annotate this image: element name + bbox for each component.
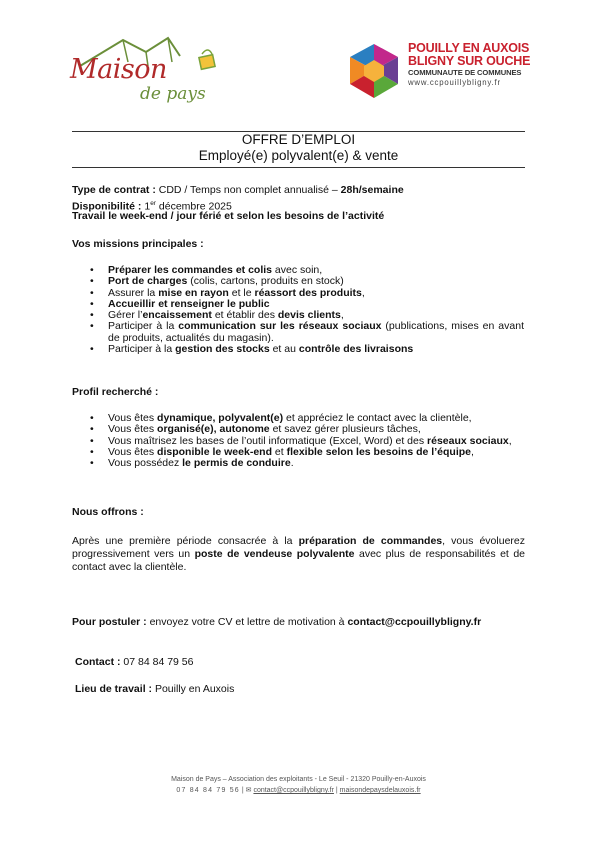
list-item: • Vous possédez le permis de conduire. — [90, 458, 524, 469]
apply-email-link[interactable]: contact@ccpouillybligny.fr — [347, 616, 482, 628]
title-bottom-rule — [72, 167, 525, 168]
ccpb-website: www.ccpouillybligny.fr — [408, 78, 501, 87]
profile-list — [90, 413, 524, 469]
ccpb-logo — [344, 42, 534, 102]
availability-day: 1 — [141, 200, 151, 213]
page-title: OFFRE D’EMPLOI — [241, 132, 356, 147]
contract-type-label: Type de contrat : — [72, 184, 156, 196]
workplace-line — [75, 683, 234, 696]
list-item: • Participer à la communication sur les réseaux sociaux (publications, mises en avant de produits, actualités du magasin). — [90, 321, 524, 344]
ccpb-logo-text — [408, 42, 538, 88]
availability-date: décembre 2025 — [155, 200, 232, 213]
footer-phone: 07 84 84 79 56 — [176, 787, 240, 794]
logo-word-maison: Maison — [70, 54, 167, 85]
maison-de-pays-logo — [68, 32, 228, 112]
missions-heading: Vos missions principales : — [72, 238, 204, 250]
hexagon-cube-icon — [344, 42, 404, 100]
ccpb-line3: COMMUNAUTE DE COMMUNES — [408, 68, 522, 77]
contact-line — [75, 656, 193, 669]
footer-contact-line: 07 84 84 79 56 | ✉ contact@ccpouillybligny.fr | maisondepaysdelauxois.fr — [176, 787, 421, 794]
apply-label: Pour postuler : — [72, 616, 147, 628]
mail-icon: ✉ — [245, 787, 252, 794]
list-item: • Vous êtes dynamique, polyvalent(e) et appréciez le contact avec la clientèle, — [90, 413, 524, 424]
offer-heading: Nous offrons : — [72, 506, 144, 518]
contract-hours: 28h/semaine — [340, 184, 404, 196]
list-item: • Vous êtes organisé(e), autonome et savez gérer plusieurs tâches, — [90, 424, 524, 435]
page-subtitle: Employé(e) polyvalent(e) & vente — [198, 148, 399, 163]
contract-type — [72, 184, 527, 197]
apply-text: envoyez votre CV et lettre de motivation à — [146, 616, 348, 628]
footer-email-link[interactable]: contact@ccpouillybligny.fr — [253, 787, 334, 794]
ccpb-line2: BLIGNY SUR OUCHE — [408, 54, 531, 68]
list-item: • Vous maîtrisez les bases de l’outil informatique (Excel, Word) et des réseaux sociaux, — [90, 436, 524, 447]
offer-paragraph: Après une première période consacrée à la préparation de commandes, vous évoluerez progressivement vers un poste de vendeuse polyvalente avec plus de responsabilités et de contact avec la clientèle. — [72, 535, 526, 573]
list-item: • Assurer la mise en rayon et le réassort des produits, — [90, 288, 524, 299]
availability-sup: er — [150, 200, 156, 207]
profile-heading: Profil recherché : — [72, 386, 159, 398]
list-item: • Participer à la gestion des stocks et au contrôle des livraisons — [90, 344, 524, 355]
list-item: • Gérer l’encaissement et établir des devis clients, — [90, 310, 524, 321]
weekend-note: Travail le week-end / jour férié et selon les besoins de l’activité — [72, 210, 385, 222]
availability-label: Disponibilité : — [72, 200, 142, 213]
list-item: • Port de charges (colis, cartons, produits en stock) — [90, 276, 524, 287]
footer-address: Maison de Pays – Association des exploitants - Le Seuil - 21320 Pouilly-en-Auxois — [171, 776, 426, 783]
list-item: • Préparer les commandes et colis avec soin, — [90, 265, 524, 276]
contact-label: Contact : — [75, 656, 121, 668]
workplace-value: Pouilly en Auxois — [152, 683, 235, 695]
missions-list — [90, 265, 524, 355]
apply-line — [72, 616, 527, 629]
footer-website-link[interactable]: maisondepaysdelauxois.fr — [339, 787, 421, 794]
logo-word-de-pays: de pays — [140, 84, 206, 104]
workplace-label: Lieu de travail : — [75, 683, 153, 695]
contact-phone: 07 84 84 79 56 — [120, 656, 194, 668]
list-item: • Vous êtes disponible le week-end et flexible selon les besoins de l’équipe, — [90, 447, 524, 458]
ccpb-line1: POUILLY EN AUXOIS — [408, 41, 530, 55]
contract-type-value: CDD / Temps non complet annualisé – — [155, 184, 341, 196]
list-item: • Accueillir et renseigner le public — [90, 299, 524, 310]
